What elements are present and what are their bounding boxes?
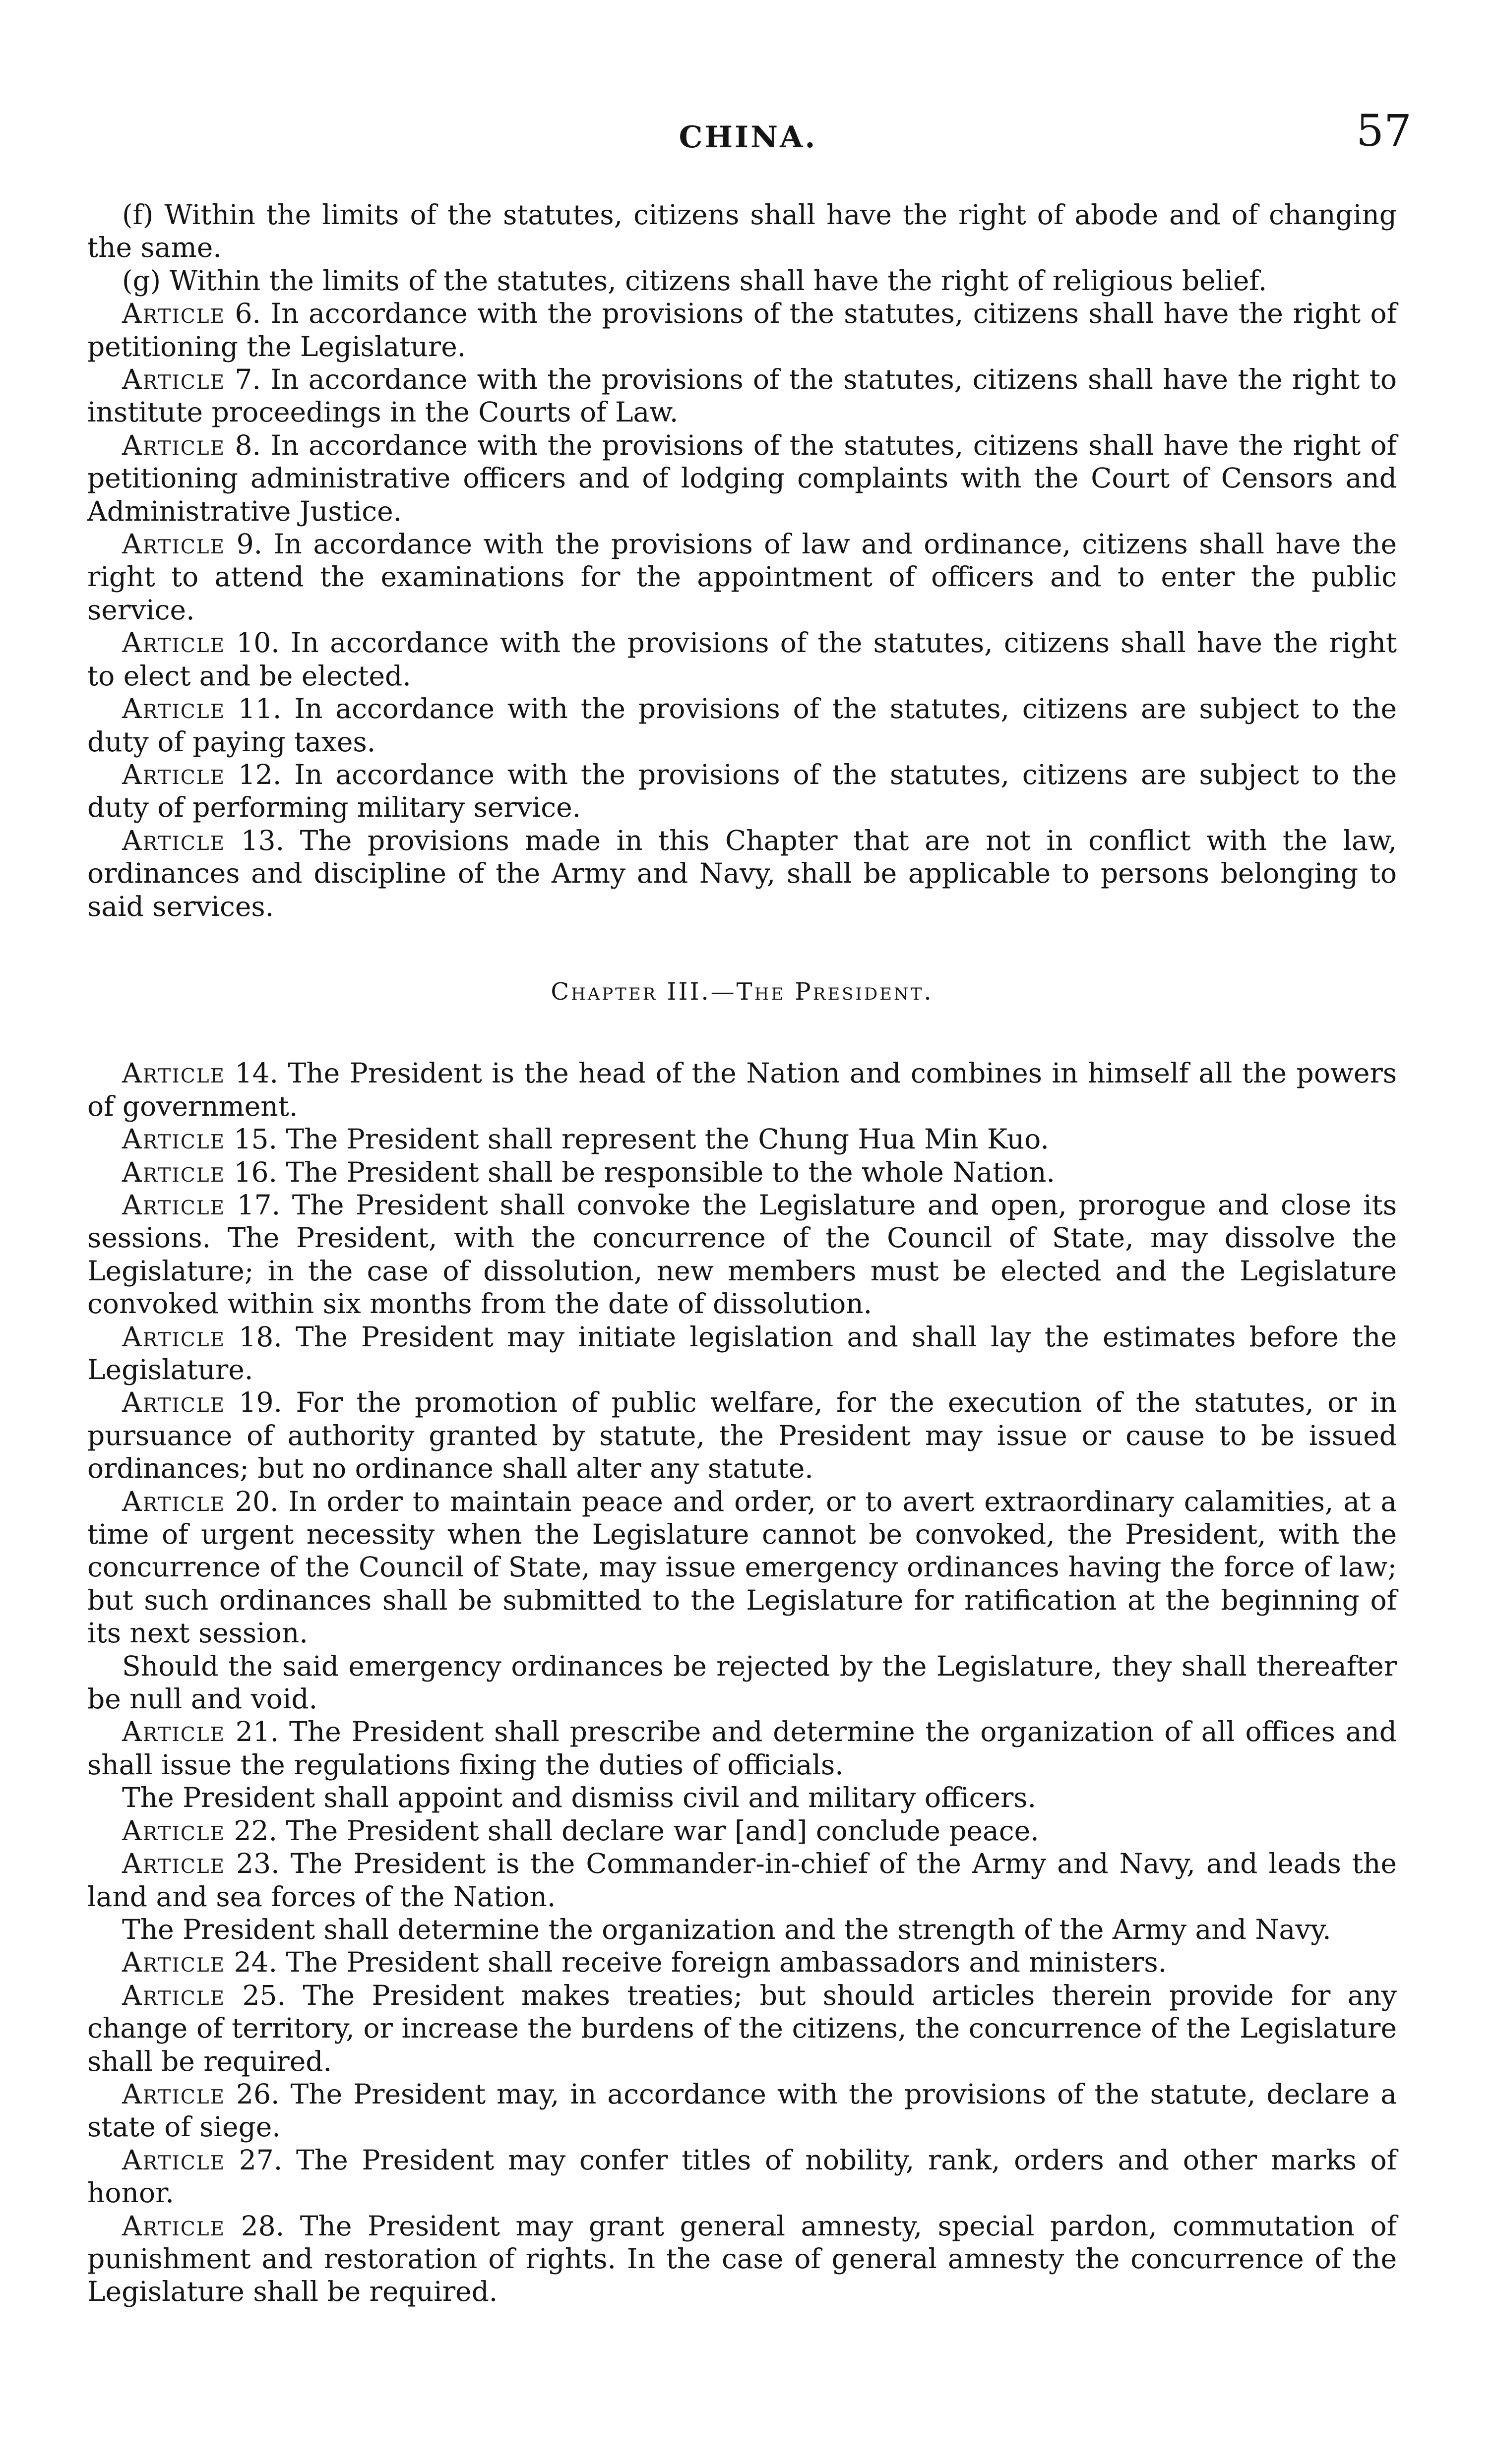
article-label: Article [122,1946,226,1979]
chapter-heading: Chapter III.—The President. [551,977,934,1006]
paragraph [87,1781,1397,1814]
page-header [0,105,1496,170]
paragraph-text: 20. In order to maintain peace and order, or to avert extraordinary calamities, at a time of urgent necessity when the Legislature cannot be convoked, the President, with the concurrence of the Council of State, may issue emergency ordinances having the force of law; but such ordinances shall be submitted to the Legislature for ratification at the beginning of its next session. [87,1485,1397,1649]
paragraph-text: 16. The President shall be responsible to the whole Nation. [225,1156,1055,1188]
paragraph-text: 19. For the promotion of public welfare, for the execution of the statutes, or in pursuance of authority granted by statute, the President may issue or cause to be issued ordinances; but no ordinance shall alter any statute. [87,1386,1397,1485]
paragraph-text: 28. The President may grant general amnesty, special pardon, commutation of punishment and restoration of rights. In the case of general amnesty the concurrence of the Legislature shall be required. [87,2210,1397,2308]
paragraph-text: 17. The President shall convoke the Legislature and open, prorogue and close its sessions. The President, with the concurrence of the Council of State, may dissolve the Legislature; in the case of dissolution, new members must be elected and the Legislature convoked within six months from the date of dissolution. [87,1189,1397,1320]
paragraph-text: 12. In accordance with the provisions of the statutes, citizens are subject to the duty of performing military service. [87,758,1397,824]
paragraph [87,198,1397,264]
paragraph-text: 21. The President shall prescribe and determine the organization of all offices and shall issue the regulations fixing the duties of officials. [87,1716,1397,1781]
paragraph-text: 23. The President is the Commander-in-chief of the Army and Navy, and leads the land and sea forces of the Nation. [87,1848,1397,1913]
chapter-iii-articles [87,1057,1397,2308]
article-paragraph [87,1057,1397,1123]
paragraph-text: 24. The President shall receive foreign ambassadors and ministers. [225,1946,1167,1979]
article-paragraph [87,1485,1397,1650]
paragraph-text: Should the said emergency ordinances be rejected by the Legislature, they shall thereafter be null and void. [87,1650,1397,1715]
article-label: Article [122,758,226,790]
paragraph-text: 25. The President makes treaties; but should articles therein provide for any change of territory, or increase the burdens of the citizens, the concurrence of the Legislature shall be required. [87,1979,1397,2077]
paragraph-text: 9. In accordance with the provisions of law and ordinance, citizens shall have the right to attend the examinations for the appointment of officers and to enter the public service. [87,528,1397,626]
article-label: Article [122,1716,226,1748]
article-label: Article [122,1156,226,1188]
article-paragraph [87,2144,1397,2210]
paragraph-text: 8. In accordance with the provisions of the statutes, citizens shall have the right of petitioning administrative officers and of lodging complaints with the Court of Censors and Administrative Justice. [87,429,1397,527]
paragraph-text: (f) Within the limits of the statutes, citizens shall have the right of abode and of changing the same. [87,199,1397,264]
paragraph-text: 18. The President may initiate legislation and shall lay the estimates before the Legislature. [87,1321,1397,1385]
article-label: Article [122,2210,226,2242]
article-label: Article [122,1485,226,1517]
article-paragraph [87,1156,1397,1189]
paragraph-text: (g) Within the limits of the statutes, citizens shall have the right of religious belief. [122,264,1267,297]
article-label: Article [122,693,226,725]
page-number: 57 [1356,105,1412,156]
article-label: Article [122,1321,226,1353]
article-paragraph [87,2078,1397,2144]
paragraph [87,1913,1397,1946]
paragraph-text: The President shall appoint and dismiss civil and military officers. [122,1782,1037,1814]
article-label: Article [122,1814,226,1847]
article-paragraph [87,1321,1397,1386]
article-paragraph [87,1946,1397,1979]
paragraph-text: 22. The President shall declare war [and] conclude peace. [225,1814,1039,1847]
paragraph-text: 13. The provisions made in this Chapter that are not in conflict with the law, ordinances and discipline of the Army and Navy, shall be applicable to persons belonging to said services. [87,824,1397,922]
article-label: Article [122,1979,226,2011]
article-label: Article [122,824,226,856]
paragraph-text: 27. The President may confer titles of nobility, rank, orders and other marks of honor. [87,2144,1397,2209]
article-paragraph [87,626,1397,692]
article-label: Article [122,528,226,560]
paragraph [87,264,1397,297]
article-label: Article [122,429,226,461]
paragraph-text: 6. In accordance with the provisions of the statutes, citizens shall have the right of petitioning the Legislature. [87,298,1397,362]
article-paragraph [87,2210,1397,2308]
paragraph-text: 15. The President shall represent the Chung Hua Min Kuo. [225,1123,1049,1155]
article-paragraph [87,1715,1397,1781]
article-paragraph [87,1979,1397,2078]
article-label: Article [122,2078,226,2110]
running-head: CHINA. [679,120,817,155]
paragraph-text: 14. The President is the head of the Nation and combines in himself all the powers of government. [87,1057,1397,1122]
article-label: Article [122,363,226,396]
article-paragraph [87,1386,1397,1485]
chapter-ii-continuation [87,198,1397,923]
article-label: Article [122,1189,226,1221]
article-label: Article [122,1057,226,1089]
article-paragraph [87,363,1397,429]
article-paragraph [87,1847,1397,1913]
article-paragraph [87,297,1397,363]
article-label: Article [122,1123,226,1155]
article-label: Article [122,1386,226,1419]
paragraph-text: 11. In accordance with the provisions of the statutes, citizens are subject to the duty of paying taxes. [87,693,1397,758]
page-body [87,198,1397,2308]
article-paragraph [87,1123,1397,1155]
article-paragraph [87,1814,1397,1847]
article-label: Article [122,2144,226,2176]
paragraph-text: 10. In accordance with the provisions of the statutes, citizens shall have the right to elect and be elected. [87,627,1397,692]
article-label: Article [122,627,226,659]
article-paragraph [87,824,1397,923]
article-paragraph [87,528,1397,626]
article-paragraph [87,692,1397,758]
article-label: Article [122,1848,226,1880]
paragraph-text: The President shall determine the organization and the strength of the Army and Navy. [122,1913,1331,1945]
article-paragraph [87,429,1397,528]
paragraph-text: 26. The President may, in accordance with the provisions of the statute, declare a state of siege. [87,2078,1397,2143]
paragraph-text: 7. In accordance with the provisions of the statutes, citizens shall have the right to institute proceedings in the Courts of Law. [87,363,1397,428]
article-label: Article [122,298,226,330]
article-paragraph [87,1189,1397,1321]
paragraph [87,1650,1397,1716]
article-paragraph [87,758,1397,824]
